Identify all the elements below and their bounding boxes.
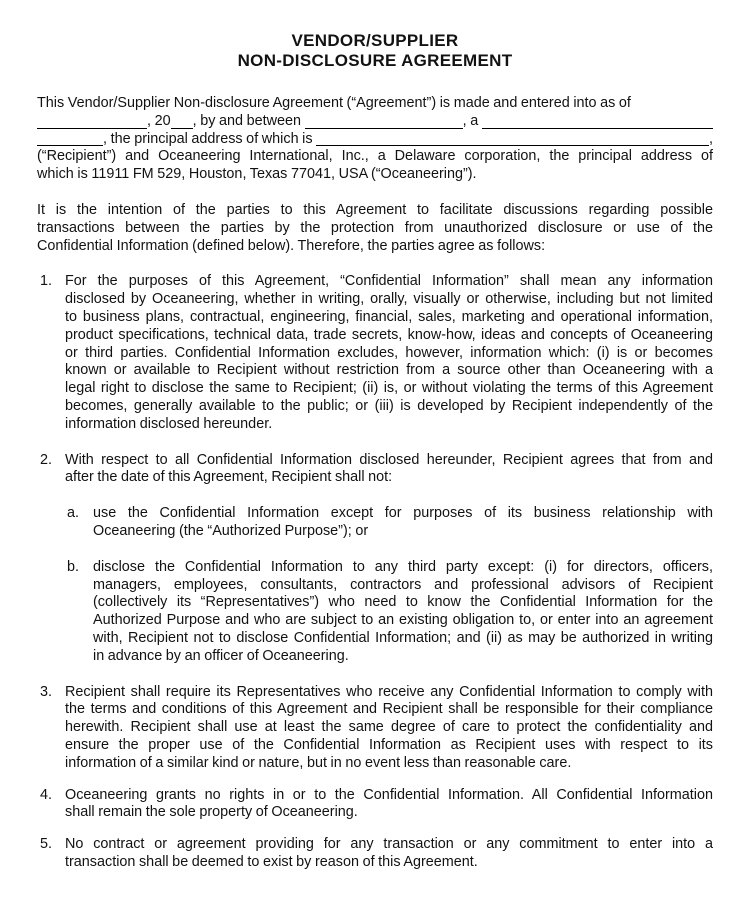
list-item-number: 3. (40, 683, 53, 700)
text-line: legal right to disclose the same to Recipient; (ii) is, or without violating the terms of this Agreement (65, 380, 713, 397)
sub-item-b (65, 559, 713, 666)
text-line: shall remain the sole property of Oceaneering. (65, 804, 358, 821)
intro-line-3-seg-1: , the principal address of which is (103, 130, 317, 147)
blank-principal-address (316, 145, 709, 146)
list-item-5 (37, 836, 713, 872)
document-title-line-2: NON-DISCLOSURE AGREEMENT (237, 51, 513, 70)
document-title (37, 31, 713, 71)
list-item-3 (37, 684, 713, 773)
text-line: transactions between the parties by the protection from unauthorized disclosure or use of the (37, 219, 713, 236)
text-line: With respect to all Confidential Information disclosed hereunder, Recipient agrees that from and (65, 451, 713, 468)
intro-line-1: This Vendor/Supplier Non-disclosure Agreement (“Agreement”) is made and entered into as of (37, 95, 631, 111)
intro-line-2-seg-2: , by and between (192, 112, 305, 129)
list-item-number: 2. (40, 451, 53, 468)
text-line: information disclosed hereunder. (65, 415, 273, 432)
text-line: Oceaneering (the “Authorized Purpose”); or (93, 522, 369, 539)
sub-item-letter: b. (67, 558, 80, 575)
intention-paragraph (37, 202, 713, 255)
document-title-line-1: VENDOR/SUPPLIER (291, 31, 459, 50)
list-item-number: 1. (40, 273, 53, 290)
sub-item-a (65, 505, 713, 541)
text-line: It is the intention of the parties to this Agreement to facilitate discussions regarding possible (37, 201, 713, 218)
blank-date (37, 128, 147, 129)
text-line: (collectively its “Representatives”) who need to know the Confidential Information for the (93, 594, 713, 611)
text-line: known or available to Recipient without restriction from a source other than Oceaneering with a (65, 362, 713, 379)
text-line: No contract or agreement providing for any transaction or any commitment to enter into a (65, 836, 713, 853)
text-line: in advance by an officer of Oceaneering. (93, 647, 349, 664)
intro-line-3 (37, 131, 713, 149)
text-line: managers, employees, consultants, contractors and professional advisors of Recipient (93, 576, 713, 593)
text-line: disclose the Confidential Information to any third party except: (i) for directors, officers, (93, 558, 713, 575)
list-item-2 (37, 452, 713, 666)
text-line: Oceaneering grants no rights in or to the Confidential Information. All Confidential Information (65, 786, 713, 803)
intro-line-5: which is 11911 FM 529, Houston, Texas 77041, USA (“Oceaneering”). (37, 166, 477, 183)
text-line: transaction shall be deemed to exist by reason of this Agreement. (65, 853, 478, 870)
text-line: Recipient shall require its Representatives who receive any Confidential Information to comply with (65, 683, 713, 700)
text-line: Authorized Purpose and who are subject to an existing obligation to, or enter into an agreement (93, 612, 713, 629)
text-line: Confidential Information (defined below). Therefore, the parties agree as follows: (37, 237, 546, 254)
text-line: after the date of this Agreement, Recipient shall not: (65, 469, 393, 486)
blank-entity-type-continued (37, 145, 103, 146)
intro-line-2 (37, 113, 713, 131)
text-line: For the purposes of this Agreement, “Confidential Information” shall mean any information (65, 273, 713, 290)
numbered-list (37, 273, 713, 871)
text-line: information of a similar kind or nature, but in no event less than reasonable care. (65, 754, 572, 771)
intro-line-3-seg-2: , (709, 130, 713, 147)
list-item-number: 4. (40, 786, 53, 803)
text-line: ensure the proper use of the Confidential Information as Recipient uses with respect to its (65, 736, 713, 753)
blank-year (171, 128, 193, 129)
text-line: product specifications, technical data, trade secrets, know-how, ideas and concepts of Oceaneering (65, 326, 713, 343)
sub-item-letter: a. (67, 505, 80, 522)
intro-paragraph (37, 95, 713, 184)
intro-line-2-seg-1: , 20 (147, 112, 171, 129)
text-line: becomes, generally available to the public; or (iii) is developed by Recipient independently of the (65, 397, 713, 414)
text-line: or third parties. Confidential Information excludes, however, information which: (i) is or becomes (65, 344, 713, 361)
blank-entity-type (482, 128, 713, 129)
intro-line-2-seg-3: , a (462, 112, 482, 129)
text-line: disclosed by Oceaneering, whether in writing, orally, visually or otherwise, including but not limited (65, 291, 713, 308)
blank-party-name (305, 128, 463, 129)
text-line: herewith. Recipient shall use at least the same degree of care to protect the confidentiality and (65, 719, 713, 736)
intro-line-4: (“Recipient”) and Oceaneering International, Inc., a Delaware corporation, the principal address of (37, 148, 713, 165)
text-line: to business plans, contractual, engineering, financial, sales, marketing and operational information, (65, 308, 713, 325)
list-item-4 (37, 787, 713, 823)
text-line: with, Recipient not to disclose Confidential Information; and (ii) as may be authorized in writing (93, 629, 713, 646)
text-line: use the Confidential Information except for purposes of its business relationship with (93, 505, 713, 522)
list-item-1 (37, 273, 713, 433)
text-line: the terms and conditions of this Agreement and Recipient shall be responsible for their compliance (65, 701, 713, 718)
list-item-number: 5. (40, 836, 53, 853)
